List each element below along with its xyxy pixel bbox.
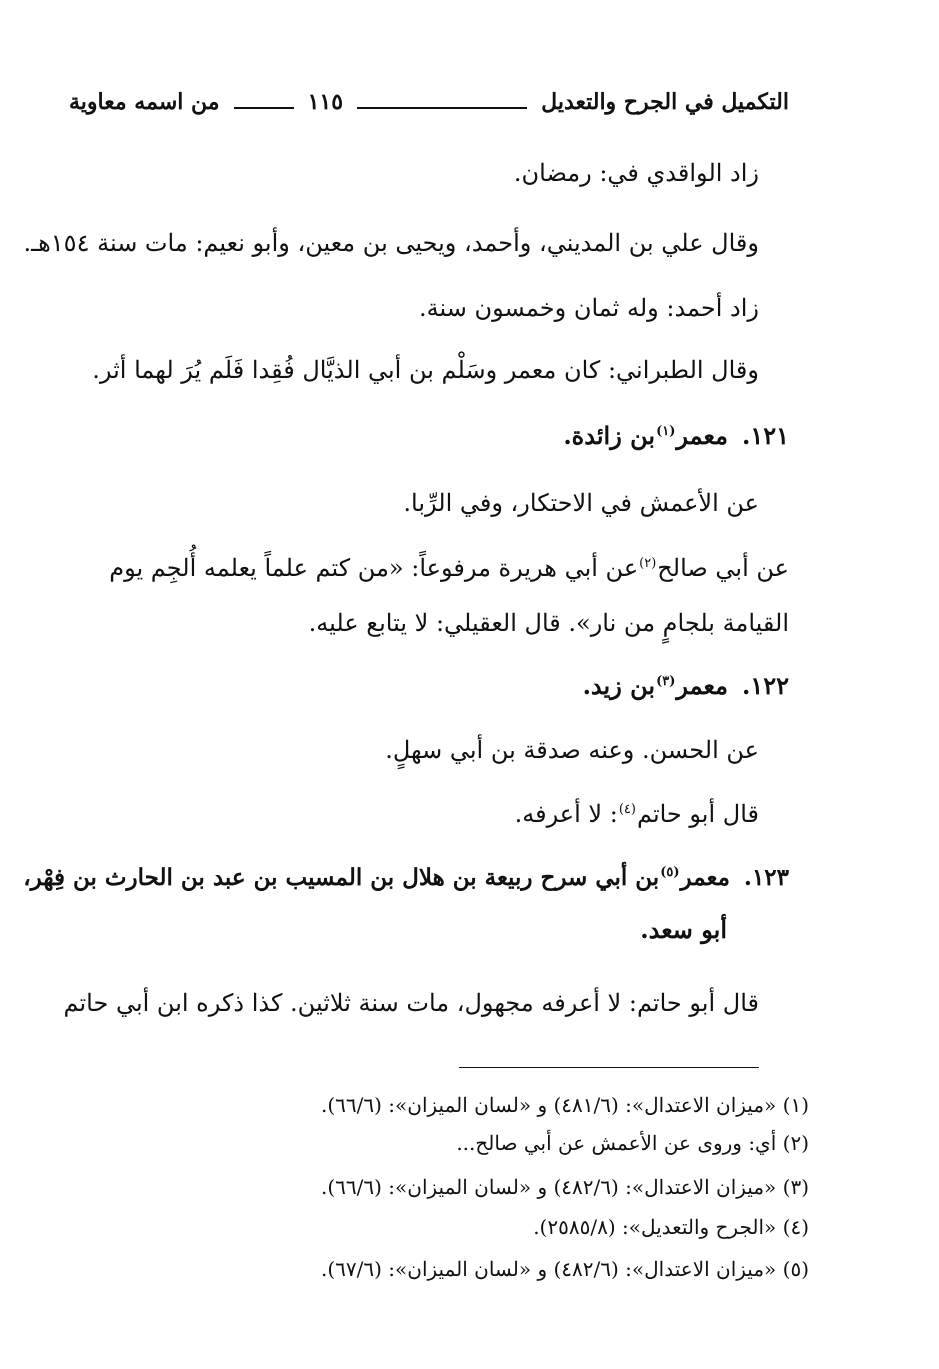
paragraph: عن الحسن. وعنه صدقة بن أبي سهلٍ. — [385, 736, 759, 764]
entry-name: معمر — [676, 671, 728, 700]
paragraph: زاد أحمد: وله ثمان وخمسون سنة. — [419, 294, 759, 322]
header-rule — [357, 107, 527, 109]
footnote-5: (٥) «ميزان الاعتدال»: (٤٨٢/٦) و «لسان الميزان»: (٦٧/٦). — [320, 1257, 809, 1281]
entry-heading-122 — [583, 668, 789, 704]
entry-heading-123-cont: أبو سعد. — [640, 915, 727, 944]
paragraph — [515, 796, 759, 832]
paragraph: عن الأعمش في الاحتكار، وفي الرِّبا. — [403, 489, 759, 517]
paragraph-continuation: القيامة بلجامٍ من نار». قال العقيلي: لا يتابع عليه. — [308, 609, 789, 637]
entry-heading-121 — [563, 418, 789, 454]
footnote-3: (٣) «ميزان الاعتدال»: (٤٨٢/٦) و «لسان الميزان»: (٦٦/٦). — [320, 1175, 809, 1199]
footnote-ref: (٢) — [639, 556, 657, 571]
footnote-ref: (٣) — [656, 674, 676, 689]
text-run: عن أبي صالح — [657, 554, 789, 582]
footnote-ref: (٥) — [660, 865, 680, 881]
entry-name: معمر — [676, 421, 728, 450]
paragraph: وقال علي بن المديني، وأحمد، ويحيى بن معين، وأبو نعيم: مات سنة ١٥٤هـ. — [23, 229, 759, 257]
header-section: من اسمه معاوية — [69, 89, 220, 115]
entry-rest: بن أبي سرح ربيعة بن هلال بن المسيب بن عبد بن الحارث بن فِهْر، — [23, 864, 660, 891]
entry-heading-123 — [23, 860, 789, 896]
text-run: : لا أعرفه. — [514, 800, 618, 828]
footnote-ref: (٤) — [618, 802, 636, 817]
entry-number: ١٢٣. — [743, 864, 789, 891]
text-run: عن أبي هريرة مرفوعاً: «من كتم علماً يعلمه أُلجِم يوم — [109, 554, 639, 582]
entry-rest: بن زيد. — [582, 671, 656, 700]
running-header — [69, 82, 789, 122]
footnote-2: (٢) أي: وروى عن الأعمش عن أبي صالح... — [456, 1131, 809, 1155]
paragraph: قال أبو حاتم: لا أعرفه مجهول، مات سنة ثلاثين. كذا ذكره ابن أبي حاتم — [63, 989, 759, 1017]
entry-rest: بن زائدة. — [563, 421, 656, 450]
paragraph — [109, 550, 789, 586]
footnote-separator — [459, 1067, 759, 1068]
text-run: قال أبو حاتم — [636, 800, 759, 828]
header-rule — [234, 107, 294, 109]
footnote-4: (٤) «الجرح والتعديل»: (٢٥٨٥/٨). — [533, 1215, 809, 1239]
entry-number: ١٢١. — [741, 421, 789, 450]
footnote-ref: (١) — [656, 424, 676, 439]
entry-name: معمر — [680, 864, 730, 891]
entry-number: ١٢٢. — [741, 671, 789, 700]
paragraph: زاد الواقدي في: رمضان. — [513, 159, 759, 187]
footnote-1: (١) «ميزان الاعتدال»: (٤٨١/٦) و «لسان الميزان»: (٦٦/٦). — [320, 1093, 809, 1117]
header-page-number: ١١٥ — [307, 89, 344, 115]
header-book-title: التكميل في الجرح والتعديل — [541, 89, 789, 115]
paragraph: وقال الطبراني: كان معمر وسَلْم بن أبي الذيَّال فُقِدا فَلَم يُرَ لهما أثر. — [92, 356, 759, 384]
